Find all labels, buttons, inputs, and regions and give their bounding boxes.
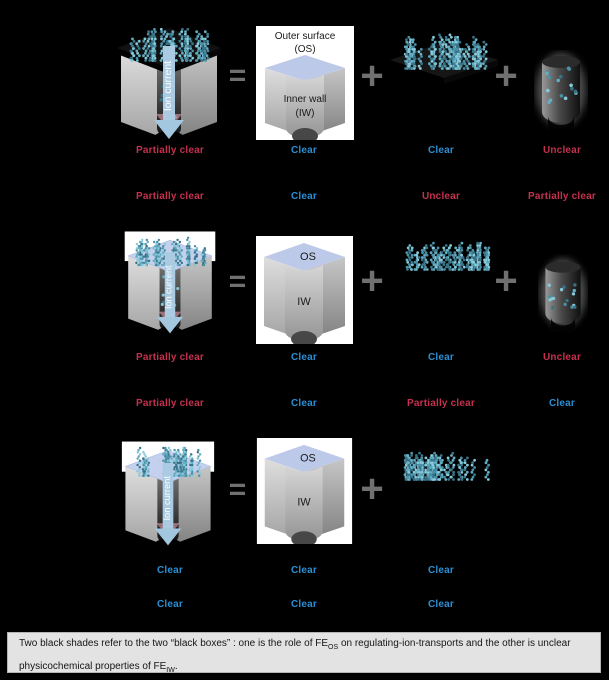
verdict-label: Clear — [427, 145, 454, 156]
verdict-label: Clear — [427, 599, 454, 610]
verdict-label: Partially clear — [406, 398, 476, 409]
verdict-label: Clear — [290, 352, 317, 363]
os-iw-cube-illustration — [256, 236, 353, 344]
verdict-label: Partially clear — [135, 398, 205, 409]
inner-wall-tube-illustration — [534, 50, 588, 130]
verdict-label: Clear — [290, 145, 317, 156]
verdict-label: Clear — [290, 191, 317, 202]
verdict-label: Partially clear — [135, 191, 205, 202]
caption-sub-os: OS — [328, 644, 339, 651]
verdict-label: Clear — [427, 565, 454, 576]
verdict-label: Partially clear — [135, 145, 205, 156]
ion-current-label: Ion current — [163, 265, 174, 310]
caption-text-part2: on regulating-ion-transports and the other is unclear physicochemical properties of FE — [19, 638, 571, 672]
molecule-brushes — [405, 242, 490, 271]
verdict-label: Unclear — [542, 352, 582, 363]
equals-sign: = — [228, 473, 246, 506]
outer-surface-abbr: (OS) — [294, 44, 316, 55]
caption-text-part3: . — [174, 661, 178, 672]
plus-sign: + — [494, 54, 518, 98]
plus-sign: + — [360, 54, 384, 98]
outer-surface-brushes-illustration — [400, 448, 496, 484]
tube-top-rim — [542, 56, 580, 68]
outer-surface-abbr: OS — [300, 251, 316, 263]
ion-current-label: Ion current — [162, 60, 174, 112]
verdict-label: Clear — [290, 565, 317, 576]
outer-surface-label: Outer surface — [274, 31, 336, 42]
outer-surface-abbr: OS — [300, 452, 316, 465]
equals-sign: = — [228, 265, 246, 298]
plus-sign: + — [360, 259, 384, 303]
equals-sign: = — [228, 59, 246, 92]
verdict-label: Clear — [427, 352, 454, 363]
caption-text-part1: Two black shades refer to the two “black boxes” : one is the role of FE — [19, 638, 329, 649]
plus-sign: + — [360, 467, 384, 511]
verdict-label: Partially clear — [527, 191, 597, 202]
verdict-label: Clear — [156, 565, 183, 576]
inner-wall-abbr: IW — [297, 296, 311, 308]
caption-sub-iw: IW — [166, 667, 175, 674]
os-iw-cube-illustration — [256, 438, 353, 544]
verdict-label: Clear — [290, 599, 317, 610]
inner-wall-label: Inner wall — [283, 94, 327, 105]
verdict-label: Unclear — [421, 191, 461, 202]
verdict-label: Clear — [548, 398, 575, 409]
plus-sign: + — [494, 259, 518, 303]
outer-surface-brushes-illustration — [400, 238, 496, 274]
inner-wall-tube-illustration — [538, 254, 588, 332]
verdict-label: Partially clear — [135, 352, 205, 363]
membrane-system-grafted-illustration — [120, 228, 220, 336]
verdict-label: Unclear — [542, 145, 582, 156]
inner-wall-abbr: IW — [297, 496, 311, 509]
verdict-label: Clear — [290, 398, 317, 409]
caption-box — [7, 632, 601, 673]
membrane-system-black-top-illustration — [116, 18, 222, 142]
membrane-system-clean-pore-illustration — [118, 438, 218, 548]
os-iw-cube-illustration — [256, 26, 354, 140]
outer-surface-brushes-slab-illustration — [388, 26, 500, 90]
ion-current-label: Ion current — [161, 476, 172, 521]
tube-body — [545, 267, 580, 323]
molecule-brushes — [404, 452, 490, 481]
tube-top-rim — [545, 262, 580, 273]
inner-wall-abbr: (IW) — [295, 108, 315, 119]
verdict-label: Clear — [156, 599, 183, 610]
